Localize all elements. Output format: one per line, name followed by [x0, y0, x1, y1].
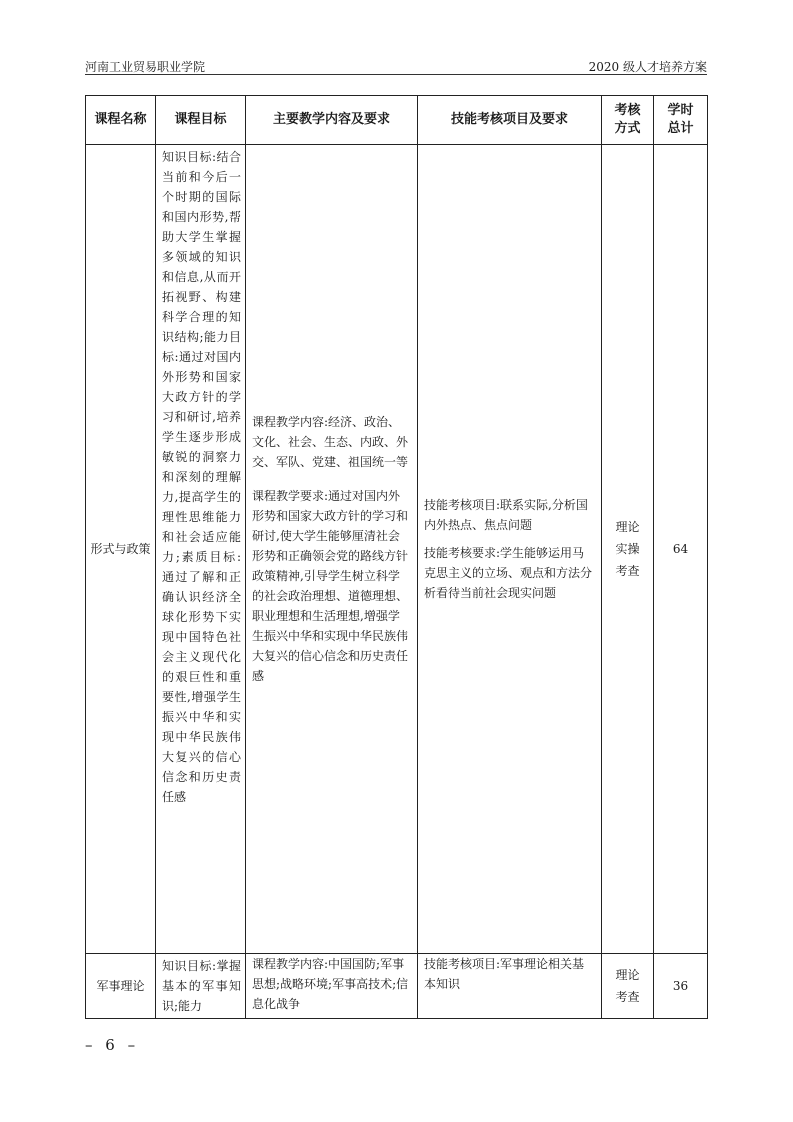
- header-school-name: 河南工业贸易职业学院: [85, 60, 206, 74]
- course-name-cell: 形式与政策: [86, 145, 156, 954]
- content-paragraph: 课程教学内容:经济、政治、文化、社会、生态、内政、外交、军队、党建、祖国统一等: [252, 415, 409, 469]
- requirement-paragraph: 课程教学要求:通过对国内外形势和国家大政方针的学习和研讨,使大学生能够厘清社会形势和正确领会党的路线方针政策精神,引导学生树立科学的社会政治理想、道德理想、职业理想和生活理想,增强学生振兴中华和实现中华民族伟大复兴的信心信念和历史责任感: [252, 489, 409, 683]
- hours-cell: 64: [654, 145, 708, 954]
- hours-cell: 36: [654, 954, 708, 1019]
- page-header: [85, 56, 707, 75]
- table-header-row: [86, 96, 708, 145]
- course-table: [85, 95, 708, 1019]
- course-name-cell: 军事理论: [86, 954, 156, 1019]
- course-goal-cell: 知识目标:结合当前和今后一个时期的国际和国内形势,帮助大学生掌握多领域的知识和信息,从而开拓视野、构建科学合理的知识结构;能力目标:通过对国内外形势和国家大政方针的学习和研讨,培养学生逐步形成敏锐的洞察力和深刻的理解力,提高学生的理性思维能力和社会适应能力;素质目标:通过了解和正确认识经济全球化形势下实现中国特色社会主义现代化的艰巨性和重要性,增强学生振兴中华和实现中华民族伟大复兴的信心信念和历史责任感: [156, 145, 246, 954]
- skill-item-paragraph: 技能考核项目:联系实际,分析国内外热点、焦点问题: [424, 498, 588, 532]
- table-row: [86, 145, 708, 954]
- col-header-skill: 技能考核项目及要求: [418, 96, 602, 145]
- skill-cell: 技能考核项目:军事理论相关基本知识: [418, 954, 602, 1019]
- col-header-content: 主要教学内容及要求: [246, 96, 418, 145]
- table-row: [86, 954, 708, 1019]
- method-cell: 理论实操考查: [602, 145, 654, 954]
- col-header-course-goal: 课程目标: [156, 96, 246, 145]
- course-goal-cell: 知识目标:掌握基本的军事知识;能力: [156, 954, 246, 1019]
- skill-cell: [418, 145, 602, 954]
- col-header-course-name: 课程名称: [86, 96, 156, 145]
- header-doc-title: 2020 级人才培养方案: [588, 60, 707, 74]
- skill-requirement-paragraph: 技能考核要求:学生能够运用马克思主义的立场、观点和方法分析看待当前社会现实问题: [424, 546, 593, 600]
- content-cell: 课程教学内容:中国国防;军事思想;战略环境;军事高技术;信息化战争: [246, 954, 418, 1019]
- method-cell: 理论考查: [602, 954, 654, 1019]
- col-header-method: 考核方式: [602, 96, 654, 145]
- col-header-hours: 学时总计: [654, 96, 708, 145]
- content-cell: [246, 145, 418, 954]
- page-number: – 6 –: [85, 1036, 140, 1054]
